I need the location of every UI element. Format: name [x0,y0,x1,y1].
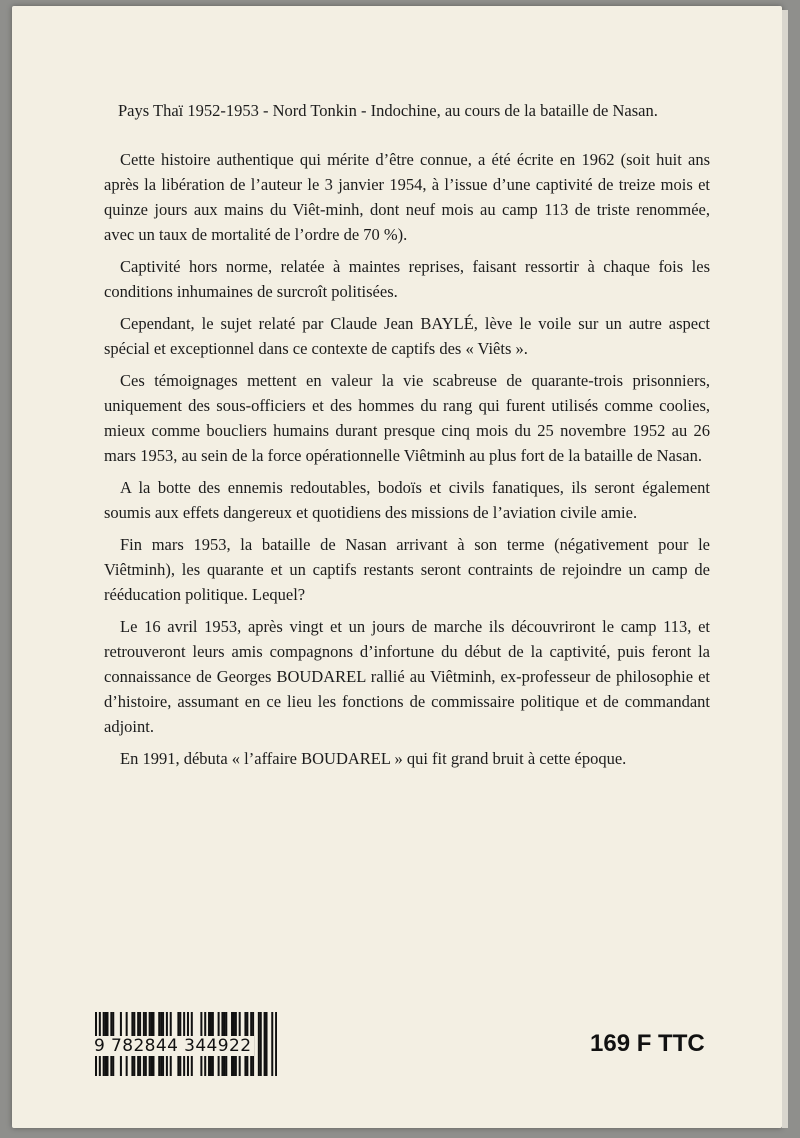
barcode-bar [271,1012,273,1076]
barcode-bar [266,1012,268,1076]
barcode-bar [258,1012,260,1076]
barcode-bar [264,1012,266,1076]
blurb-text [104,98,710,778]
blurb-paragraph: Fin mars 1953, la bataille de Nasan arrivant à son terme (négativement pour le Viêtminh), les quarante et un captifs restants seront contraints de rejoindre un camp de rééducation politique. Lequel? [104,535,710,604]
barcode-bar [275,1012,277,1076]
blurb-paragraph: En 1991, débuta « l’affaire BOUDAREL » qui fit grand bruit à cette époque. [120,749,627,768]
blurb-paragraph: A la botte des ennemis redoutables, bodoïs et civils fanatiques, ils seront également soumis aux effets dangereux et quotidiens des missions de l’aviation civile amie. [104,478,710,522]
blurb-paragraph: Cependant, le sujet relaté par Claude Jean BAYLÉ, lève le voile sur un autre aspect spécial et exceptionnel dans ce contexte de captifs des « Viêts ». [104,314,710,358]
blurb-heading: Pays Thaï 1952-1953 - Nord Tonkin - Indochine, au cours de la bataille de Nasan. [118,101,658,120]
isbn-number: 9 782844 344922 [91,1036,254,1056]
blurb-paragraph: Ces témoignages mettent en valeur la vie scabreuse de quarante-trois prisonniers, uniquement des sous-officiers et des hommes du rang qui furent utilisés comme coolies, mieux comme boucliers humains durant presque cinq mois du 25 novembre 1952 au 26 mars 1953, au sein de la force opérationnelle Viêtminh au plus fort de la bataille de Nasan. [104,371,710,465]
barcode-bar [260,1012,262,1076]
price-label: 169 F TTC [590,1030,705,1057]
blurb-paragraph: Cette histoire authentique qui mérite d’être connue, a été écrite en 1962 (soit huit ans après la libération de l’auteur le 3 janvier 1954, à l’issue d’une captivité de treize mois et quinze jours aux mains du Viêt-minh, dont neuf mois au camp 113 de triste renommée, avec un taux de mortalité de l’ordre de 70 %). [104,150,710,244]
cover-edge [782,10,788,1128]
blurb-paragraph: Captivité hors norme, relatée à maintes reprises, faisant ressortir à chaque fois les conditions inhumaines de surcroît politisées. [104,257,710,301]
blurb-paragraph: Le 16 avril 1953, après vingt et un jours de marche ils découvriront le camp 113, et retrouveront leurs amis compagnons d’infortune du début de la captivité, puis feront la connaissance de Georges BOUDAREL rallié au Viêtminh, ex-professeur de philosophie et d’histoire, assumant en ce lieu les fonctions de commissaire politique et de commandant adjoint. [104,617,710,736]
